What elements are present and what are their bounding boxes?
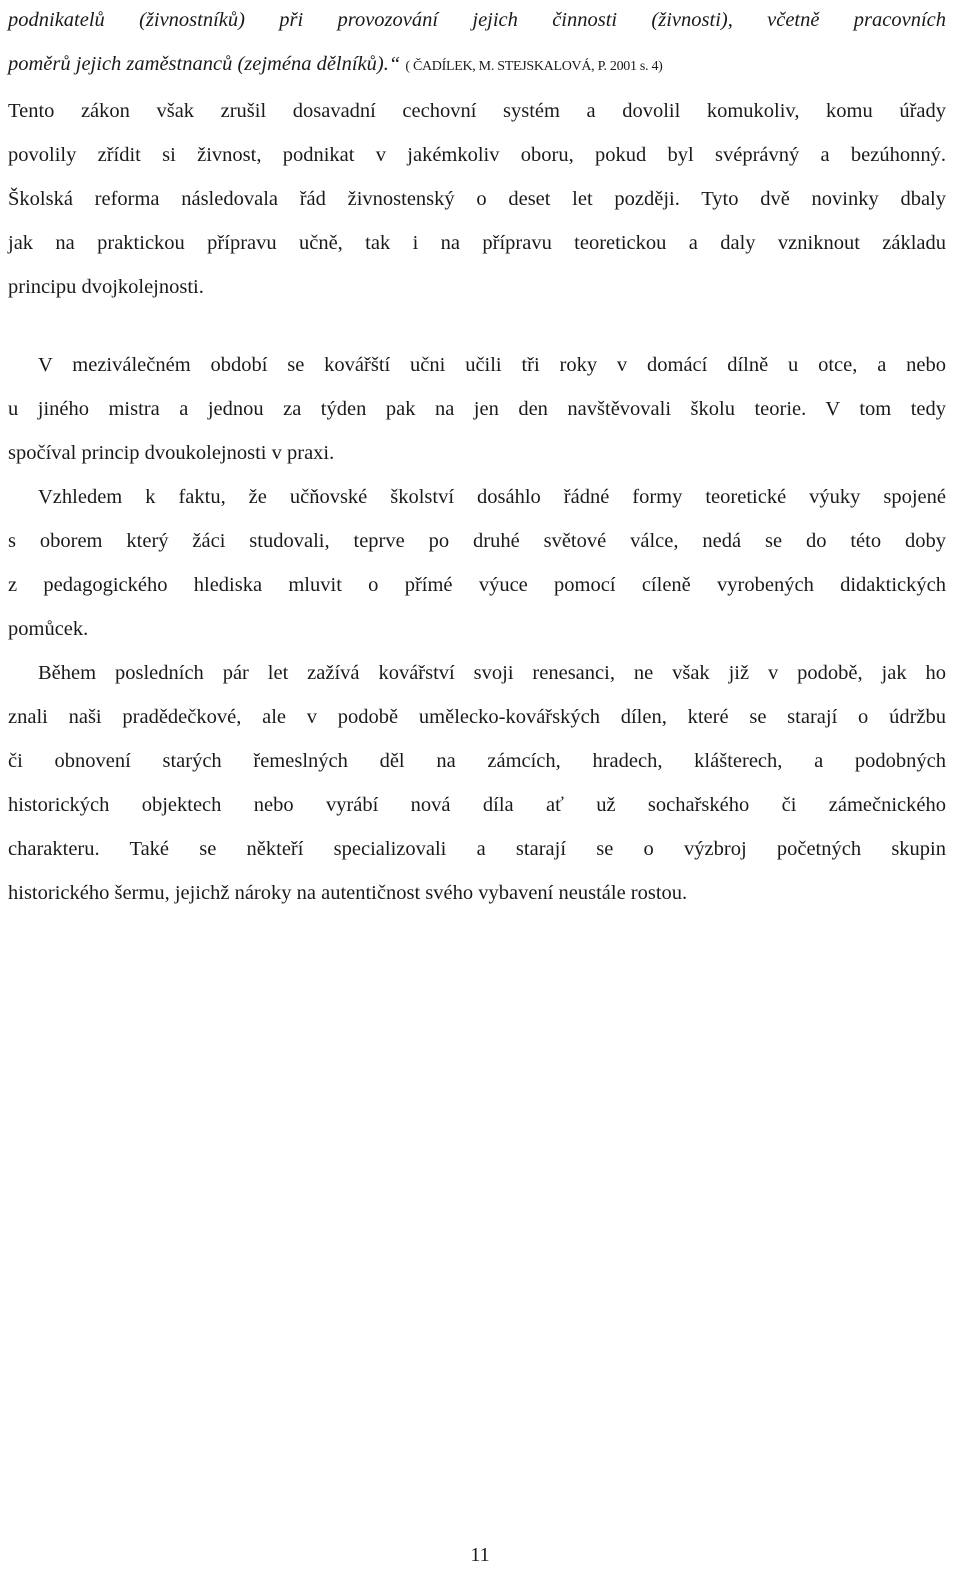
document-page [8, 0, 946, 915]
page-number: 11 [470, 1544, 490, 1566]
paragraph-spacer [8, 309, 946, 343]
quote-line-1: podnikatelů (živnostníků) při provozování jejich činnosti (živnosti), včetně pracovních [8, 9, 946, 31]
paragraph-4-line: Během posledních pár let zažívá kovářství svoji renesanci, ne však již v podobě, jak ho [38, 662, 946, 684]
paragraph-2-line: u jiného mistra a jednou za týden pak na jen den navštěvovali školu teorie. V tom tedy [8, 398, 946, 420]
paragraph-4-line: historického šermu, jejichž nároky na autentičnost svého vybavení neustále rostou. [8, 882, 688, 904]
paragraph-2-line: V meziválečném období se kovářští učni učili tři roky v domácí dílně u otce, a nebo [38, 354, 946, 376]
paragraph-1-line: povolily zřídit si živnost, podnikat v jakémkoliv oboru, pokud byl svéprávný a bezúhonný. [8, 144, 946, 166]
paragraph-4-line: znali naši pradědečkové, ale v podobě umělecko-kovářských dílen, které se starají o údržbu [8, 706, 946, 728]
paragraph-3-line: s oborem který žáci studovali, teprve po druhé světové válce, nedá se do této doby [8, 530, 946, 552]
paragraph-4-line: či obnovení starých řemeslných děl na zámcích, hradech, klášterech, a podobných [8, 750, 946, 772]
paragraph-1-line: Školská reforma následovala řád živnostenský o deset let později. Tyto dvě novinky dbaly [8, 188, 946, 210]
paragraph-4-line: historických objektech nebo vyrábí nová díla ať už sochařského či zámečnického [8, 794, 946, 816]
paragraph-4-line: charakteru. Také se někteří specializovali a starají se o výzbroj početných skupin [8, 838, 946, 860]
paragraph-4 [8, 651, 946, 915]
paragraph-1-line: Tento zákon však zrušil dosavadní cechovní systém a dovolil komukoliv, komu úřady [8, 100, 946, 122]
paragraph-1-line: principu dvojkolejnosti. [8, 276, 204, 298]
paragraph-1 [8, 89, 946, 309]
paragraph-2-line: spočíval princip dvoukolejnosti v praxi. [8, 442, 335, 464]
paragraph-2 [8, 343, 946, 475]
paragraph-1-line: jak na praktickou přípravu učně, tak i na přípravu teoretickou a daly vzniknout základu [8, 232, 946, 254]
paragraph-3-line: pomůcek. [8, 618, 89, 640]
quote-line-2-with-citation [8, 42, 946, 89]
quote-line-2: poměrů jejich zaměstnanců (zejména dělníků).“ [8, 53, 401, 75]
citation: ( ČADÍLEK, M. STEJSKALOVÁ, P. 2001 s. 4) [405, 59, 663, 74]
paragraph-3 [8, 475, 946, 651]
paragraph-3-line: z pedagogického hlediska mluvit o přímé výuce pomocí cíleně vyrobených didaktických [8, 574, 946, 596]
paragraph-3-line: Vzhledem k faktu, že učňovské školství dosáhlo řádné formy teoretické výuky spojené [38, 486, 946, 508]
